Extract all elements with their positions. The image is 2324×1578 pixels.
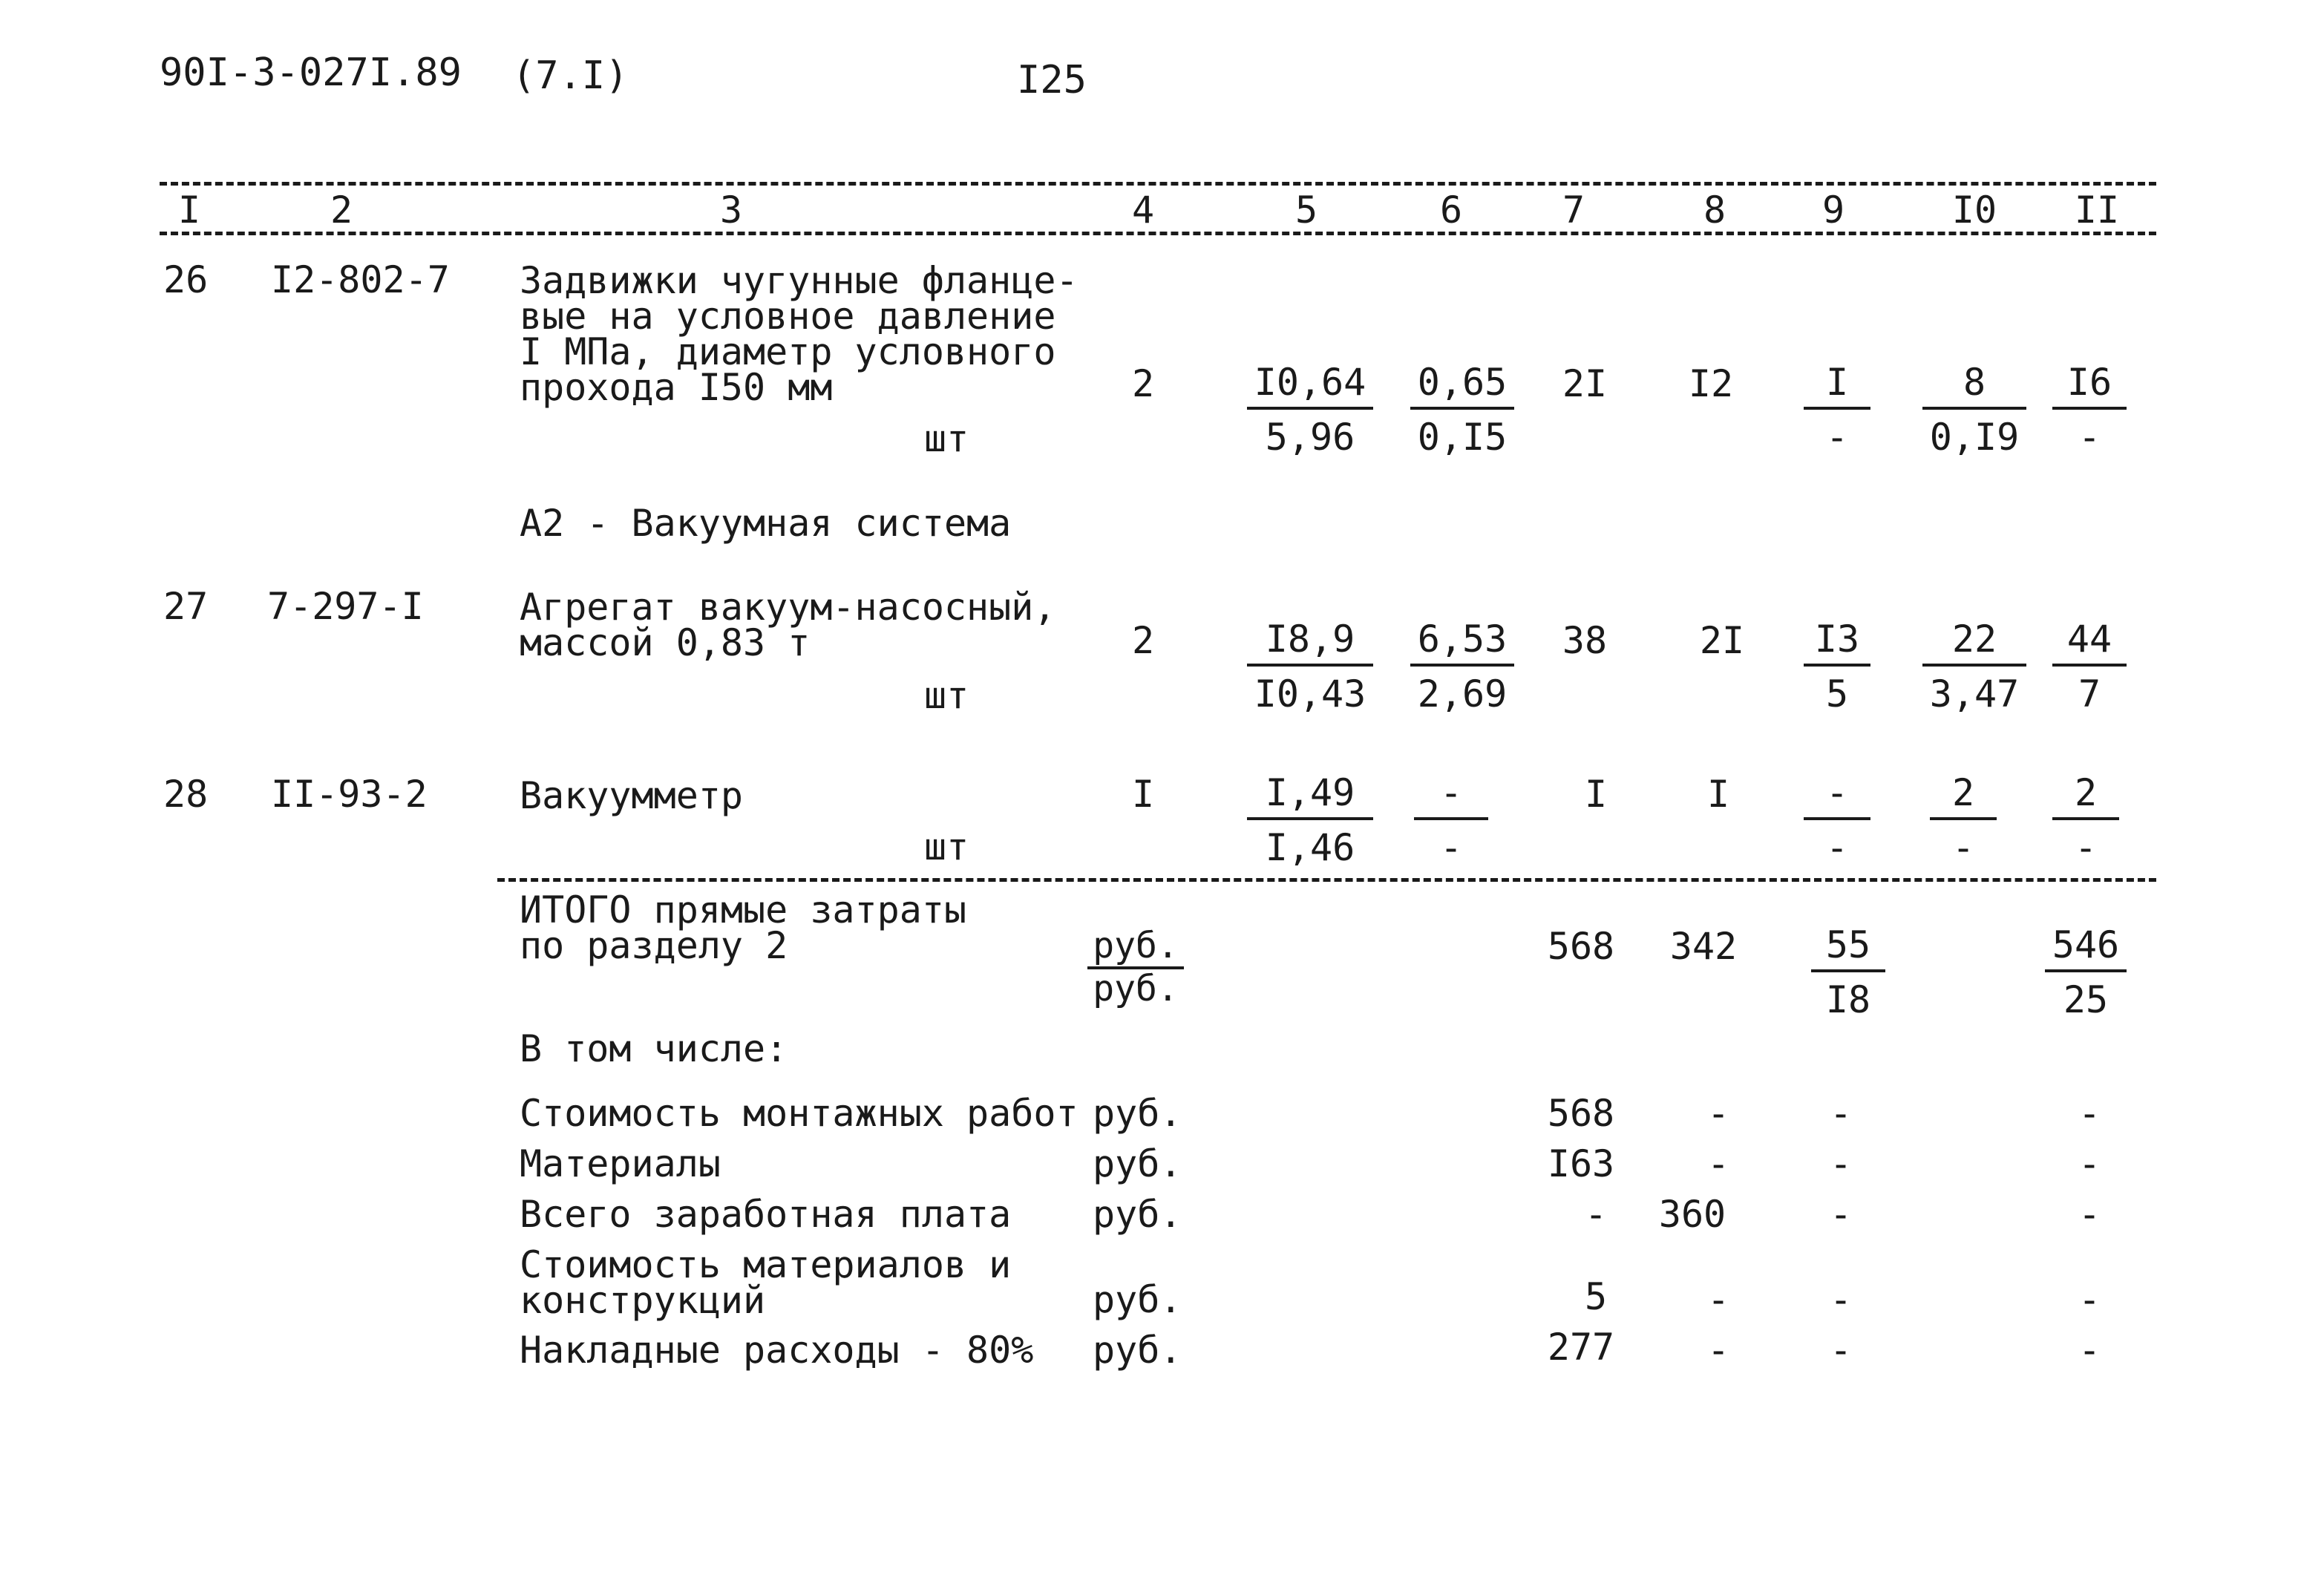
breakdown-col9: -	[1829, 1092, 1853, 1135]
header-rule-top	[160, 182, 2156, 186]
col8-value: 2I	[1699, 619, 1745, 662]
col11-fraction: 2 -	[2052, 774, 2119, 866]
col9-fraction: I -	[1804, 364, 1870, 456]
col10-fraction: $\frac{22}{3,47}$	[1922, 621, 2026, 713]
norm-code: I2-802-7	[271, 258, 450, 301]
breakdown-col7: -	[1584, 1193, 1608, 1236]
row-number: 27	[163, 585, 209, 628]
col10-fraction: $\frac{8}{0,I9}$	[1922, 364, 2026, 456]
col11-fraction: I6 -	[2052, 364, 2127, 456]
item-name: Агрегат вакуум-насосный, массой 0,83 т	[520, 586, 1056, 664]
item-name: Вакуумметр	[520, 774, 744, 817]
totals-col8: 342	[1669, 925, 1738, 968]
quantity: 2	[1131, 619, 1155, 662]
breakdown-col8: -	[1706, 1092, 1730, 1135]
breakdown-label: Всего заработная плата	[520, 1193, 1012, 1236]
subsection-title: А2 - Вакуумная система	[520, 502, 1012, 545]
col-header-7: 7	[1562, 189, 1585, 232]
breakdown-col7: I63	[1547, 1142, 1615, 1185]
breakdown-col9: -	[1829, 1329, 1853, 1372]
col-header-9: 9	[1821, 189, 1845, 232]
breakdown-col9: -	[1829, 1193, 1853, 1236]
breakdown-col9: -	[1829, 1142, 1853, 1185]
breakdown-unit: руб.	[1093, 1278, 1182, 1321]
col7-value: I	[1584, 773, 1608, 816]
col9-fraction: $\frac{I3}{5}$	[1804, 621, 1870, 713]
quantity: 2	[1131, 362, 1155, 405]
breakdown-label: Стоимость монтажных работ	[520, 1092, 1078, 1135]
col-header-1: I	[177, 189, 201, 232]
col7-value: 38	[1562, 619, 1608, 662]
quantity: I	[1131, 773, 1155, 816]
page-number: I25	[1017, 58, 1087, 102]
breakdown-col7: 277	[1547, 1326, 1615, 1369]
col11-fraction: $\frac{44}{7}$	[2052, 621, 2127, 713]
breakdown-label: Стоимость материалов и конструкций	[520, 1243, 1012, 1322]
totals-col11-fraction: $\frac{546}{25}$	[2045, 926, 2127, 1018]
breakdown-unit: руб.	[1093, 1092, 1182, 1135]
col8-value: I	[1706, 773, 1730, 816]
breakdown-unit: руб.	[1093, 1193, 1182, 1236]
unit: шт	[924, 825, 969, 868]
col8-value: I2	[1688, 362, 1734, 405]
breakdown-col11: -	[2078, 1142, 2101, 1185]
col6-fraction: $\frac{0,65}{0,I5}$	[1410, 364, 1514, 456]
breakdown-col11: -	[2078, 1193, 2101, 1236]
breakdown-col7: 568	[1547, 1092, 1615, 1135]
col-header-6: 6	[1439, 189, 1463, 232]
breakdown-label: Материалы	[520, 1142, 721, 1185]
totals-unit: руб. руб.	[1087, 928, 1184, 1008]
col5-fraction: $\frac{I8,9}{I0,43}$	[1247, 621, 1373, 713]
breakdown-label: Накладные расходы - 80%	[520, 1329, 1034, 1372]
norm-code: II-93-2	[271, 773, 428, 816]
col7-value: 2I	[1562, 362, 1608, 405]
unit: шт	[924, 674, 969, 717]
col-header-11: II	[2074, 189, 2120, 232]
breakdown-col8: -	[1706, 1329, 1730, 1372]
totals-col9-fraction: $\frac{55}{I8}$	[1811, 926, 1885, 1018]
breakdown-col11: -	[2078, 1278, 2101, 1321]
including-label: В том числе:	[520, 1027, 788, 1070]
breakdown-col11: -	[2078, 1092, 2101, 1135]
breakdown-unit: руб.	[1093, 1142, 1182, 1185]
col-header-4: 4	[1131, 189, 1155, 232]
col10-fraction: 2 -	[1930, 774, 1997, 866]
section-number: (7.I)	[512, 53, 629, 98]
col9-fraction: - -	[1804, 774, 1870, 866]
breakdown-col8: -	[1706, 1278, 1730, 1321]
col5-fraction: $\frac{I0,64}{5,96}$	[1247, 364, 1373, 456]
col5-fraction: $\frac{I,49}{I,46}$	[1247, 774, 1373, 866]
document-code: 90I-3-027I.89	[160, 50, 462, 95]
row-number: 28	[163, 773, 209, 816]
breakdown-col9: -	[1829, 1278, 1853, 1321]
col-header-8: 8	[1703, 189, 1726, 232]
row-number: 26	[163, 258, 209, 301]
breakdown-col11: -	[2078, 1329, 2101, 1372]
col-header-10: I0	[1951, 189, 1997, 232]
norm-code: 7-297-I	[267, 585, 424, 628]
breakdown-col8: 360	[1658, 1193, 1726, 1236]
col6-fraction: $\frac{6,53}{2,69}$	[1410, 621, 1514, 713]
totals-label: ИТОГО прямые затраты по разделу 2	[520, 888, 967, 967]
totals-separator	[497, 878, 2156, 882]
col-header-3: 3	[719, 189, 743, 232]
breakdown-unit: руб.	[1093, 1329, 1182, 1372]
col6-fraction: - -	[1414, 774, 1488, 866]
unit: шт	[924, 417, 969, 460]
col-header-5: 5	[1294, 189, 1318, 232]
breakdown-col8: -	[1706, 1142, 1730, 1185]
col-header-2: 2	[330, 189, 353, 232]
totals-col7: 568	[1547, 925, 1615, 968]
header-rule-bottom	[160, 232, 2156, 235]
breakdown-col7: 5	[1584, 1275, 1608, 1318]
item-name: Задвижки чугунные фланце- вые на условное давление I МПа, диаметр условного прохода I50 мм	[520, 259, 1078, 409]
